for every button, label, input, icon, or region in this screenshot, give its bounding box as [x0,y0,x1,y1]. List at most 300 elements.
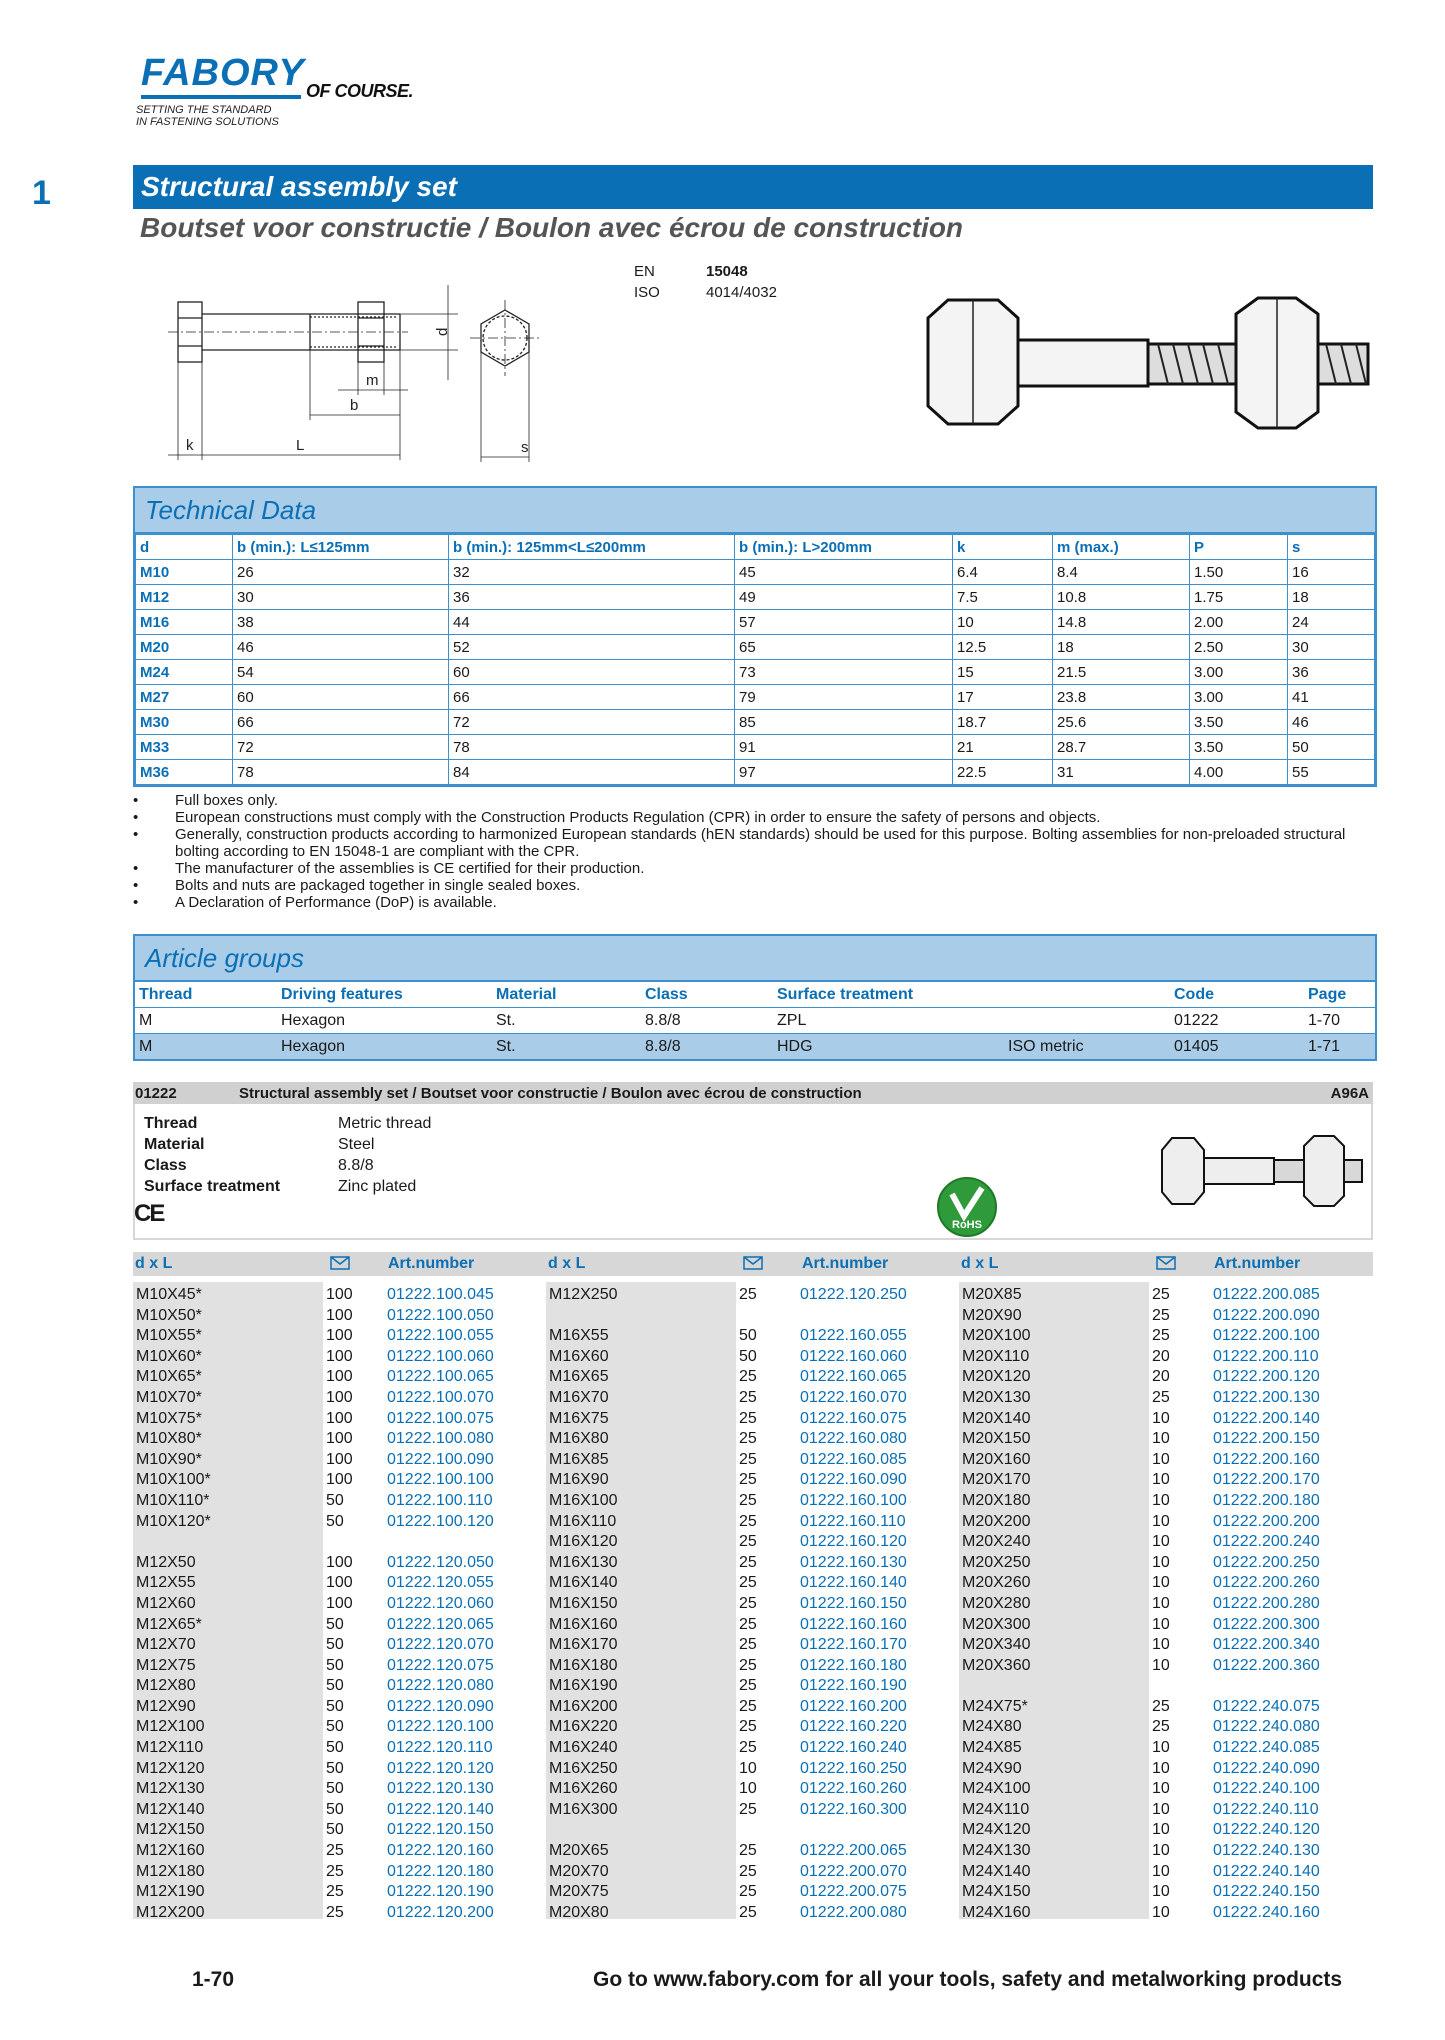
list-item[interactable] [546,1553,946,1574]
table-cell: 25.6 [1053,710,1190,735]
size-label: M20X240 [962,1533,1031,1551]
table-cell: M24 [136,660,233,685]
article-number-link[interactable]: 01222.120.060 [387,1594,494,1612]
article-number-link[interactable]: 01222.100.070 [387,1388,494,1406]
list-item[interactable] [959,1532,1359,1553]
list-item[interactable] [133,1553,533,1574]
list-item[interactable] [133,1615,533,1636]
article-number-link[interactable]: 01222.120.150 [387,1821,494,1839]
article-number-link[interactable]: 01222.120.090 [387,1697,494,1715]
list-item[interactable] [546,1367,946,1388]
package-quantity: 10 [1152,1656,1170,1674]
package-quantity: 10 [739,1780,757,1798]
table-cell: 22.5 [953,760,1053,785]
list-item[interactable] [546,1656,946,1677]
size-label: M16X190 [549,1677,618,1695]
column-header: b (min.): L>200mm [735,535,953,560]
package-quantity: 10 [1152,1491,1170,1509]
list-item[interactable] [133,1450,533,1471]
list-item[interactable] [959,1841,1359,1862]
article-number-link[interactable]: 01222.160.065 [800,1368,907,1386]
article-number-link[interactable]: 01222.200.260 [1213,1574,1320,1592]
package-quantity: 25 [739,1286,757,1303]
article-number-link[interactable]: 01222.200.170 [1213,1471,1320,1489]
article-number-link[interactable]: 01222.200.150 [1213,1430,1320,1448]
article-number-link[interactable]: 01222.200.140 [1213,1409,1320,1427]
size-label: M16X90 [549,1471,609,1489]
package-quantity: 10 [1152,1759,1170,1777]
dim-label-k: k [186,437,194,454]
size-label: M20X80 [549,1903,609,1921]
list-item[interactable] [959,1429,1359,1450]
article-number-link[interactable]: 01222.200.065 [800,1842,907,1860]
list-item[interactable] [133,1573,533,1594]
list-item[interactable] [133,1635,533,1656]
list-item[interactable] [133,1759,533,1780]
article-number-link[interactable]: 01222.120.160 [387,1842,494,1860]
ce-mark-icon: CE [134,1200,164,1227]
list-item[interactable] [959,1470,1359,1491]
article-number-link[interactable]: 01222.200.070 [800,1862,907,1880]
list-item[interactable] [133,1429,533,1450]
table-cell: 7.5 [953,585,1053,610]
article-number-link[interactable]: 01222.160.100 [800,1491,907,1509]
size-label: M12X100 [136,1718,205,1736]
article-number-link[interactable]: 01222.120.140 [387,1800,494,1818]
list-item[interactable] [959,1491,1359,1512]
table-cell: 60 [449,660,735,685]
article-number-link[interactable]: 01222.160.085 [800,1450,907,1468]
list-item[interactable] [546,1388,946,1409]
article-number-link[interactable]: 01222.240.110 [1213,1800,1319,1818]
size-label: M24X90 [962,1759,1022,1777]
standard-label: ISO [634,284,660,301]
list-item[interactable] [959,1820,1359,1841]
standard-value: 4014/4032 [706,284,777,301]
list-item[interactable] [959,1779,1359,1800]
article-number-link[interactable]: 01222.160.300 [800,1800,907,1818]
article-number-link[interactable]: 01222.200.085 [1213,1286,1320,1303]
article-number-link[interactable]: 01222.120.250 [800,1286,907,1303]
list-item[interactable] [546,1326,946,1347]
list-item[interactable] [133,1347,533,1368]
size-label: M16X110 [549,1512,617,1530]
size-label: M20X130 [962,1388,1031,1406]
article-number-link[interactable]: 01222.160.190 [800,1677,907,1695]
list-item[interactable] [959,1388,1359,1409]
article-number-link[interactable]: 01222.160.080 [800,1430,907,1448]
package-quantity: 100 [326,1471,353,1489]
article-number-link[interactable]: 01222.160.120 [800,1533,907,1551]
package-quantity: 10 [1152,1553,1170,1571]
list-item[interactable] [546,1429,946,1450]
article-number-link[interactable]: 01222.100.060 [387,1347,494,1365]
article-number-link[interactable]: 01222.100.075 [387,1409,494,1427]
article-number-link[interactable]: 01222.160.240 [800,1739,907,1757]
list-item[interactable] [133,1656,533,1677]
table-cell: 16 [1288,560,1375,585]
list-item[interactable] [133,1326,533,1347]
list-item[interactable] [959,1285,1359,1306]
package-quantity: 25 [326,1903,344,1921]
list-item[interactable] [133,1594,533,1615]
logo-brand: FABORY [141,52,305,94]
table-cell: 14.8 [1053,610,1190,635]
size-label: M10X50* [136,1306,202,1324]
list-item[interactable] [133,1285,533,1306]
article-number-link[interactable]: 01222.120.075 [387,1656,494,1674]
article-number-link[interactable]: 01222.240.140 [1213,1862,1320,1880]
dim-label-L: L [296,437,305,454]
size-label: M12X70 [136,1636,196,1654]
table-cell: 21.5 [1053,660,1190,685]
size-label: M24X75* [962,1697,1028,1715]
table-cell: 10 [953,610,1053,635]
article-group-row[interactable] [135,1034,1375,1060]
package-icon [1155,1254,1177,1277]
list-item[interactable] [133,1882,533,1903]
cell: 1-70 [1304,1008,1375,1034]
note-item: • A Declaration of Performance (DoP) is available. [133,894,1373,911]
article-number-link[interactable]: 01222.240.080 [1213,1718,1320,1736]
article-number-link[interactable]: 01222.200.130 [1213,1388,1320,1406]
property-row [144,1177,431,1196]
article-number-link[interactable]: 01222.240.090 [1213,1759,1320,1777]
list-item[interactable] [133,1367,533,1388]
list-item[interactable] [546,1450,946,1471]
article-number-link[interactable]: 01222.200.100 [1213,1327,1320,1345]
size-label: M24X80 [962,1718,1022,1736]
article-number-link[interactable]: 01222.160.150 [800,1594,907,1612]
size-label: M16X300 [549,1800,618,1818]
list-item[interactable] [959,1717,1359,1738]
package-quantity: 100 [326,1327,353,1345]
size-label: M20X70 [549,1862,609,1880]
article-number-link[interactable]: 01222.100.110 [387,1491,493,1509]
package-quantity: 10 [1152,1800,1170,1818]
package-quantity: 25 [739,1409,757,1427]
list-item[interactable] [959,1862,1359,1883]
property-key: Thread [144,1115,198,1132]
article-number-link[interactable]: 01222.160.250 [800,1759,907,1777]
title-bar [133,165,1373,209]
list-item[interactable] [546,1532,946,1553]
list-item[interactable] [133,1491,533,1512]
article-number-link[interactable]: 01222.120.190 [387,1883,494,1901]
article-number-link[interactable]: 01222.200.180 [1213,1491,1320,1509]
table-cell: 1.50 [1190,560,1288,585]
package-quantity: 50 [326,1821,344,1839]
list-item[interactable] [546,1470,946,1491]
article-number-link[interactable]: 01222.160.055 [800,1327,907,1345]
list-item[interactable] [546,1841,946,1862]
list-item[interactable] [959,1656,1359,1677]
article-number-link[interactable]: 01222.120.120 [387,1759,494,1777]
article-number-link[interactable]: 01222.100.090 [387,1450,494,1468]
article-number-link[interactable]: 01222.240.075 [1213,1697,1320,1715]
package-quantity: 25 [739,1718,757,1736]
article-number-link[interactable]: 01222.160.130 [800,1553,907,1571]
article-number-link[interactable]: 01222.240.130 [1213,1842,1320,1860]
page-number: 1-70 [192,1968,235,1991]
list-item[interactable] [133,1470,533,1491]
list-item[interactable] [959,1553,1359,1574]
size-label: M16X240 [549,1739,618,1757]
package-quantity: 25 [1152,1388,1170,1406]
article-number-link[interactable]: 01222.120.065 [387,1615,494,1633]
logo-tagline-line1: SETTING THE STANDARD [136,104,272,116]
size-label: M12X150 [136,1821,205,1839]
list-item[interactable] [133,1388,533,1409]
list-item[interactable] [546,1491,946,1512]
list-item[interactable] [959,1512,1359,1533]
package-quantity: 10 [1152,1862,1170,1880]
article-number-link[interactable]: 01222.200.280 [1213,1594,1320,1612]
article-number-link[interactable]: 01222.200.110 [1213,1347,1319,1365]
article-number-link[interactable]: 01222.160.220 [800,1718,907,1736]
list-item[interactable] [959,1409,1359,1430]
table-cell: 46 [1288,710,1375,735]
table-cell: M33 [136,735,233,760]
article-number-link[interactable]: 01222.100.100 [387,1471,494,1489]
article-number-link[interactable]: 01222.100.050 [387,1306,494,1324]
table-cell: 26 [233,560,449,585]
package-quantity: 25 [1152,1697,1170,1715]
article-group-row[interactable] [135,1008,1375,1034]
article-number-link[interactable]: 01222.160.090 [800,1471,907,1489]
list-item[interactable] [546,1347,946,1368]
package-quantity: 10 [1152,1636,1170,1654]
table-cell: M20 [136,635,233,660]
column-header: P [1190,535,1288,560]
standards-table [632,260,787,304]
list-item[interactable] [959,1635,1359,1656]
table-cell: 72 [449,710,735,735]
size-label: M12X190 [136,1883,205,1901]
logo-underline [141,95,301,99]
size-label: M12X160 [136,1842,205,1860]
cell: 01405 [1170,1034,1304,1060]
list-item[interactable] [959,1450,1359,1471]
list-item[interactable] [133,1697,533,1718]
article-number-link[interactable]: 01222.240.100 [1213,1780,1320,1798]
article-number-link[interactable]: 01222.160.110 [800,1512,906,1530]
size-label: M12X65* [136,1615,202,1633]
package-quantity: 25 [739,1677,757,1695]
article-number-link[interactable]: 01222.200.080 [800,1903,907,1921]
size-label: M12X55 [136,1574,196,1592]
package-quantity: 10 [1152,1512,1170,1530]
article-number-link[interactable]: 01222.120.050 [387,1553,494,1571]
list-item[interactable] [546,1862,946,1883]
list-item[interactable] [546,1779,946,1800]
note-item: • European constructions must comply with the Construction Products Regulation (CPR) in order to ensure the safety of persons and objects. [133,809,1373,826]
list-item[interactable] [959,1697,1359,1718]
package-quantity: 25 [739,1903,757,1921]
list-item [546,1820,946,1841]
list-item[interactable] [133,1779,533,1800]
article-number-link[interactable]: 01222.160.160 [800,1615,907,1633]
product-ref: A96A [1330,1085,1369,1102]
list-item[interactable] [959,1573,1359,1594]
article-groups-header [135,936,1375,982]
list-item[interactable] [133,1676,533,1697]
article-number-link[interactable]: 01222.200.240 [1213,1533,1320,1551]
product-code: 01222 [135,1085,177,1102]
product-header-bar [133,1082,1373,1104]
list-item[interactable] [546,1635,946,1656]
article-number-link[interactable]: 01222.200.340 [1213,1636,1320,1654]
size-label: M20X170 [962,1471,1031,1489]
property-value: Zinc plated [338,1178,417,1195]
article-number-link[interactable]: 01222.160.070 [800,1388,907,1406]
size-label: M12X140 [136,1800,205,1818]
list-item[interactable] [133,1862,533,1883]
list-item[interactable] [133,1738,533,1759]
cell: ZPL [773,1008,1004,1034]
list-item[interactable] [133,1717,533,1738]
article-number-link[interactable]: 01222.120.110 [387,1739,493,1757]
article-number-link[interactable]: 01222.200.250 [1213,1553,1320,1571]
list-item[interactable] [959,1347,1359,1368]
list-item[interactable] [546,1615,946,1636]
table-cell: 6.4 [953,560,1053,585]
package-quantity: 50 [326,1512,344,1530]
article-number-link[interactable]: 01222.200.200 [1213,1512,1320,1530]
list-item[interactable] [546,1697,946,1718]
article-number-link[interactable]: 01222.100.080 [387,1430,494,1448]
list-item[interactable] [959,1594,1359,1615]
standard-value: 15048 [706,263,748,280]
list-item[interactable] [546,1903,946,1924]
list-item[interactable] [959,1903,1359,1924]
article-number-link[interactable]: 01222.160.170 [800,1636,907,1654]
package-quantity: 25 [1152,1306,1170,1324]
table-cell: 32 [449,560,735,585]
list-item[interactable] [546,1409,946,1430]
package-quantity: 25 [739,1471,757,1489]
list-item[interactable] [959,1759,1359,1780]
size-label: M16X250 [549,1759,618,1777]
column-header [1004,982,1170,1008]
article-number-link[interactable]: 01222.120.055 [387,1574,494,1592]
list-item[interactable] [546,1800,946,1821]
article-number-link[interactable]: 01222.120.130 [387,1780,494,1798]
list-item[interactable] [546,1676,946,1697]
list-item[interactable] [546,1717,946,1738]
package-quantity: 20 [1152,1368,1170,1386]
article-number-link[interactable]: 01222.200.120 [1213,1368,1320,1386]
list-item[interactable] [133,1903,533,1924]
size-label: M16X120 [549,1533,618,1551]
list-item[interactable] [133,1306,533,1327]
table-cell: 24 [1288,610,1375,635]
article-number-link[interactable]: 01222.240.120 [1213,1821,1320,1839]
list-item[interactable] [133,1512,533,1533]
bolt-technical-drawing [168,280,578,470]
list-item[interactable] [959,1738,1359,1759]
article-groups-panel [133,934,1377,1061]
list-item[interactable] [546,1512,946,1533]
table-cell: 30 [1288,635,1375,660]
package-quantity: 25 [326,1842,344,1860]
table-cell: 17 [953,685,1053,710]
list-item[interactable] [959,1800,1359,1821]
article-number-link[interactable]: 01222.100.055 [387,1327,494,1345]
size-label: M16X150 [549,1594,618,1612]
list-item[interactable] [133,1841,533,1862]
article-number-link[interactable]: 01222.100.045 [387,1286,494,1303]
table-cell: 50 [1288,735,1375,760]
table-cell: 12.5 [953,635,1053,660]
package-quantity: 50 [326,1759,344,1777]
list-item[interactable] [546,1738,946,1759]
size-label: M16X75 [549,1409,609,1427]
size-label: M10X75* [136,1409,202,1427]
package-quantity: 25 [326,1862,344,1880]
bolt-product-image [918,288,1380,438]
list-item[interactable] [546,1594,946,1615]
size-label: M10X80* [136,1430,202,1448]
article-number-link[interactable]: 01222.160.075 [800,1409,907,1427]
article-number-link[interactable]: 01222.160.260 [800,1780,907,1798]
article-groups-heading: Article groups [145,943,304,973]
table-cell: M36 [136,760,233,785]
list-item[interactable] [133,1820,533,1841]
list-item[interactable] [546,1759,946,1780]
list-item [546,1306,946,1327]
list-item[interactable] [959,1367,1359,1388]
list-item[interactable] [133,1800,533,1821]
article-number-link[interactable]: 01222.240.150 [1213,1883,1320,1901]
article-number-link[interactable]: 01222.120.100 [387,1718,494,1736]
article-number-link[interactable]: 01222.120.200 [387,1903,494,1921]
article-number-link[interactable]: 01222.200.090 [1213,1306,1320,1324]
cell: 8.8/8 [641,1008,773,1034]
article-number-link[interactable]: 01222.200.160 [1213,1450,1320,1468]
article-number-link[interactable]: 01222.240.160 [1213,1903,1320,1921]
article-number-link[interactable]: 01222.200.075 [800,1883,907,1901]
article-number-link[interactable]: 01222.100.065 [387,1368,494,1386]
article-number-link[interactable]: 01222.120.080 [387,1677,494,1695]
list-item[interactable] [546,1285,946,1306]
article-number-link[interactable]: 01222.100.120 [387,1512,494,1530]
standard-label: EN [634,263,655,280]
article-number-link[interactable]: 01222.160.180 [800,1656,907,1674]
article-number-link[interactable]: 01222.160.200 [800,1697,907,1715]
list-item[interactable] [133,1409,533,1430]
standard-row [634,262,785,281]
article-number-link[interactable]: 01222.120.180 [387,1862,494,1880]
list-item[interactable] [959,1615,1359,1636]
list-item[interactable] [959,1306,1359,1327]
table-cell: 21 [953,735,1053,760]
cell: 8.8/8 [641,1034,773,1060]
package-quantity: 100 [326,1553,353,1571]
article-number-link[interactable]: 01222.160.060 [800,1347,907,1365]
article-number-link[interactable]: 01222.200.360 [1213,1656,1320,1674]
article-number-link[interactable]: 01222.200.300 [1213,1615,1320,1633]
article-number-link[interactable]: 01222.160.140 [800,1574,907,1592]
article-number-link[interactable]: 01222.240.085 [1213,1739,1320,1757]
package-quantity: 100 [326,1306,353,1324]
list-item[interactable] [546,1882,946,1903]
article-number-link[interactable]: 01222.120.070 [387,1636,494,1654]
list-item[interactable] [959,1326,1359,1347]
list-item[interactable] [959,1882,1359,1903]
table-cell: 2.00 [1190,610,1288,635]
list-item[interactable] [546,1573,946,1594]
